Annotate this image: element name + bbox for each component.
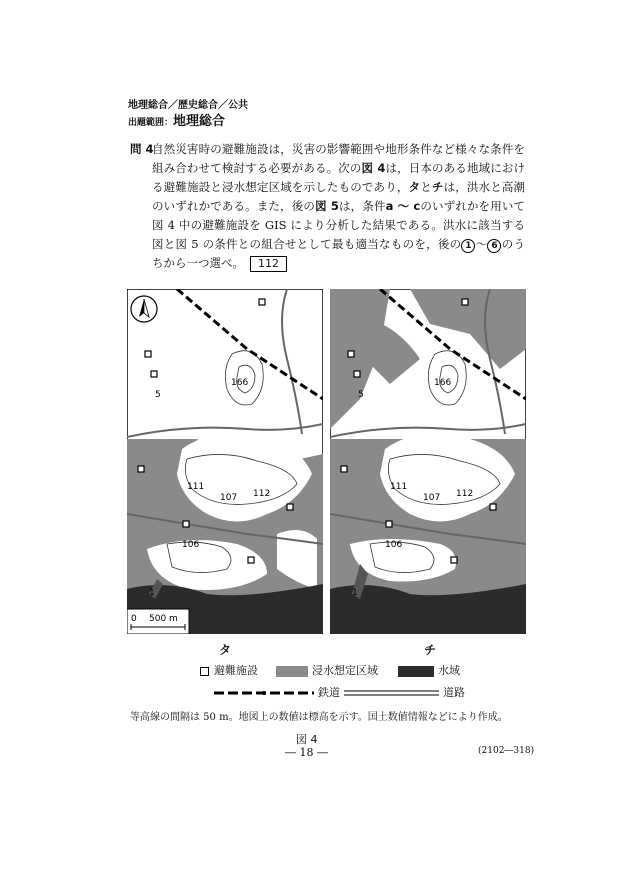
range-value: 地理総合 xyxy=(173,114,226,129)
elev-111: 111 xyxy=(390,482,408,492)
q-tilde: ～ xyxy=(475,237,488,251)
legend-railway-label: 鉄道 xyxy=(318,686,340,699)
map-chi xyxy=(330,289,526,634)
flood-swatch xyxy=(276,666,308,677)
north-arrow xyxy=(131,296,157,322)
figure-note: 等高線の間隔は 50 m。地図上の数値は標高を示す。国土数値情報などにより作成。 xyxy=(130,712,508,723)
legend-road xyxy=(344,684,465,700)
legend-water-label: 水域 xyxy=(438,664,460,677)
elev-107: 107 xyxy=(220,493,238,503)
elev-1: 1 xyxy=(352,588,358,598)
legend-shelter-label: 避難施設 xyxy=(214,664,258,677)
elev-106: 106 xyxy=(385,540,403,550)
scale-length: 500 m xyxy=(149,614,178,624)
question-block xyxy=(130,140,525,273)
elev-107: 107 xyxy=(423,493,441,503)
q-chi: チ xyxy=(431,180,444,194)
question-label: 問 4 xyxy=(130,142,154,156)
railway-icon xyxy=(214,688,314,698)
q-ta: タ xyxy=(408,180,421,194)
elev-5: 5 xyxy=(358,390,364,400)
elev-166: 166 xyxy=(434,378,452,388)
elev-106: 106 xyxy=(182,540,200,550)
road-icon xyxy=(344,688,439,698)
q-text-3: は，洪水と高潮のいずれかである。また，後の xyxy=(152,180,526,213)
choice-6-circle: 6 xyxy=(487,239,501,253)
shelter-icon xyxy=(200,667,209,676)
page-number: ― 18 ― xyxy=(285,746,328,759)
map-label-ta: タ xyxy=(219,643,232,657)
elev-112: 112 xyxy=(456,489,474,499)
elev-5: 5 xyxy=(155,390,161,400)
q-fig4-ref: 図 4 xyxy=(361,161,386,175)
elev-112: 112 xyxy=(253,489,271,499)
legend-flood xyxy=(276,662,378,678)
scale-bar xyxy=(127,609,189,634)
legend-shelter xyxy=(200,662,258,678)
q-text-6: のうちから一つ選べ。 xyxy=(152,237,526,270)
q-and: と xyxy=(420,180,432,194)
q-text-4: は，条件 xyxy=(338,199,386,213)
choice-1-circle: 1 xyxy=(461,239,475,253)
legend-flood-label: 浸水想定区域 xyxy=(312,664,378,677)
q-text-1: 自然災害時の避難施設は，災害の影響範囲や地形条件など様々な条件を組み合わせて検討する必要がある。次の xyxy=(152,142,525,175)
water-swatch xyxy=(398,666,434,677)
legend-road-label: 道路 xyxy=(443,686,465,699)
range-header xyxy=(128,110,225,129)
elev-1: 1 xyxy=(149,588,155,598)
elev-166: 166 xyxy=(231,378,249,388)
elev-111: 111 xyxy=(187,482,205,492)
subject-header: 地理総合／歴史総合／公共 xyxy=(128,100,248,111)
map-ta xyxy=(127,289,323,634)
exam-code: (2102―318) xyxy=(478,746,535,756)
question-text xyxy=(152,140,525,273)
q-fig5-ref: 図 5 xyxy=(315,199,339,213)
legend-railway xyxy=(214,684,340,700)
answer-number-box: 112 xyxy=(250,256,287,272)
q-text-5: のいずれかを用いて図 4 中の避難施設を GIS により分析した結果である。洪水に該当する図と図 5 の条件との組合せとして最も適当なものを，後の xyxy=(152,199,526,251)
legend-water xyxy=(398,662,460,678)
map-label-chi: チ xyxy=(424,643,437,657)
scale-zero: 0 xyxy=(131,614,137,624)
figure-caption: 図 4 xyxy=(296,733,318,746)
q-conditions: a ～ c xyxy=(385,199,421,213)
q-text-2: は，日本のある地域における避難施設と浸水想定区域を示したものであり， xyxy=(152,161,526,194)
range-label: 出題範囲： xyxy=(128,118,174,128)
